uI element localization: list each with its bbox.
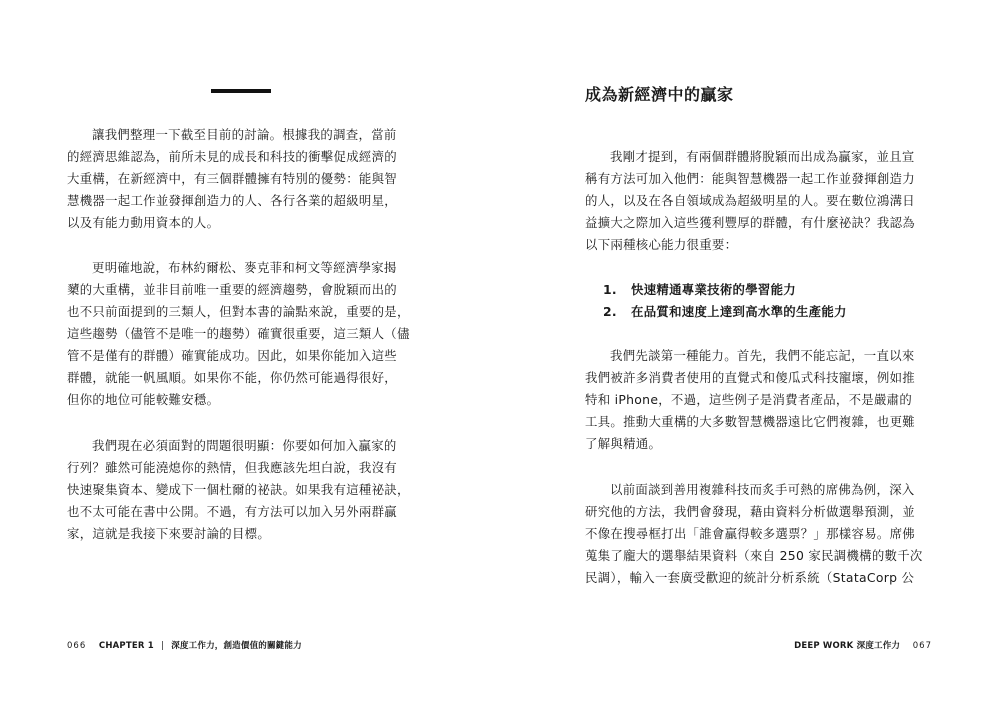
text-line: 我剛才提到，有兩個群體將脫穎而出成為贏家，並且宣 (610, 149, 915, 164)
text-line: 我們現在必須面對的問題很明顯：你要如何加入贏家的 (92, 438, 397, 453)
book-title-footer: DEEP WORK 深度工作力 (794, 641, 901, 651)
text-line: 但你的地位可能較難安穩。 (67, 392, 220, 407)
list-number: 2. (603, 304, 617, 319)
list-item (603, 279, 847, 301)
text-line: 蒐集了龐大的選舉結果資料（來自 250 家民調機構的數千次 (585, 548, 923, 563)
text-line: 行列？雖然可能澆熄你的熱情，但我應該先坦白說，我沒有 (67, 460, 397, 475)
list-text: 快速精通專業技術的學習能力 (631, 282, 796, 297)
right-footer (794, 639, 932, 651)
text-line: 快速聚集資本、變成下一個杜爾的祕訣。如果我有這種祕訣， (67, 482, 410, 497)
left-body-2 (67, 257, 417, 411)
left-footer (67, 639, 302, 651)
text-line: 益擴大之際加入這些獲利豐厚的群體，有什麼祕訣？我認為 (585, 215, 915, 230)
text-line: 慧機器一起工作並發揮創造力的人、各行各業的超級明星， (67, 193, 397, 208)
left-body-3 (67, 435, 417, 545)
text-line: 民調），輸入一套廣受歡迎的統計分析系統（StataCorp 公 (585, 570, 915, 585)
right-page (499, 0, 999, 709)
text-line: 工具。推動大重構的大多數智慧機器遠比它們複雜，也更難 (585, 414, 915, 429)
chapter-title-footer: 深度工作力，創造價值的關鍵能力 (171, 641, 302, 651)
text-line: 大重構，在新經濟中，有三個群體擁有特別的優勢：能與智 (67, 171, 397, 186)
left-body (67, 124, 417, 234)
text-line: 的人，以及在各自領域成為超級明星的人。要在數位鴻溝日 (585, 193, 915, 208)
text-line: 了解與精通。 (585, 436, 662, 451)
left-paragraph-3 (67, 435, 417, 545)
right-body-3 (585, 479, 933, 589)
text-line: 以前面談到善用複雜科技而炙手可熱的席佛為例，深入 (610, 482, 915, 497)
text-line: 不像在搜尋框打出「誰會贏得較多選票？」那樣容易。席佛 (585, 526, 915, 541)
footer-separator: | (161, 641, 165, 651)
text-line: 家，這就是我接下來要討論的目標。 (67, 526, 271, 541)
text-line: 以下兩種核心能力很重要： (585, 237, 738, 252)
list-item (603, 301, 847, 323)
text-line: 我們被許多消費者使用的直覺式和傻瓜式科技寵壞，例如推 (585, 370, 915, 385)
right-paragraph-1 (585, 146, 933, 256)
text-line: 也不太可能在書中公開。不過，有方法可以加入另外兩群贏 (67, 504, 397, 519)
page-number: 067 (912, 641, 932, 651)
text-line: 以及有能力動用資本的人。 (67, 215, 220, 230)
page-number: 066 (67, 641, 87, 651)
text-line: 特和 iPhone，不過，這些例子是消費者產品，不是嚴肅的 (585, 392, 913, 407)
text-line: 研究他的方法，我們會發現，藉由資料分析做選舉預測，並 (585, 504, 915, 519)
text-line: 更明確地說，布林約爾松、麥克菲和柯文等經濟學家揭 (92, 260, 397, 275)
text-line: 的經濟思維認為，前所未見的成長和科技的衝擊促成經濟的 (67, 149, 397, 164)
text-line: 讓我們整理一下截至目前的討論。根據我的調查，當前 (92, 127, 397, 142)
left-page (0, 0, 499, 709)
chapter-rule-bar (211, 89, 271, 93)
section-heading: 成為新經濟中的贏家 (585, 85, 734, 104)
right-paragraph-3 (585, 479, 933, 589)
list-text: 在品質和速度上達到高水準的生產能力 (631, 304, 847, 319)
list-number: 1. (603, 282, 617, 297)
text-line: 稱有方法可加入他們：能與智慧機器一起工作並發揮創造力 (585, 171, 915, 186)
text-line: 管不是僅有的群體）確實能成功。因此，如果你能加入這些 (67, 348, 397, 363)
right-paragraph-2 (585, 345, 933, 455)
right-body-1 (585, 146, 933, 256)
text-line: 群體，就能一帆風順。如果你不能，你仍然可能過得很好， (67, 370, 397, 385)
text-line: 我們先談第一種能力。首先，我們不能忘記，一直以來 (610, 348, 915, 363)
left-paragraph-2 (67, 257, 417, 411)
right-body-2 (585, 345, 933, 455)
text-line: 也不只前面提到的三類人，但對本書的論點來說，重要的是， (67, 304, 410, 319)
core-skills-list (603, 279, 847, 323)
text-line: 櫫的大重構，並非目前唯一重要的經濟趨勢，會脫穎而出的 (67, 282, 397, 297)
chapter-label: CHAPTER 1 (98, 641, 154, 651)
text-line: 這些趨勢（儘管不是唯一的趨勢）確實很重要，這三類人（儘 (67, 326, 410, 341)
left-paragraph-1 (67, 124, 417, 234)
